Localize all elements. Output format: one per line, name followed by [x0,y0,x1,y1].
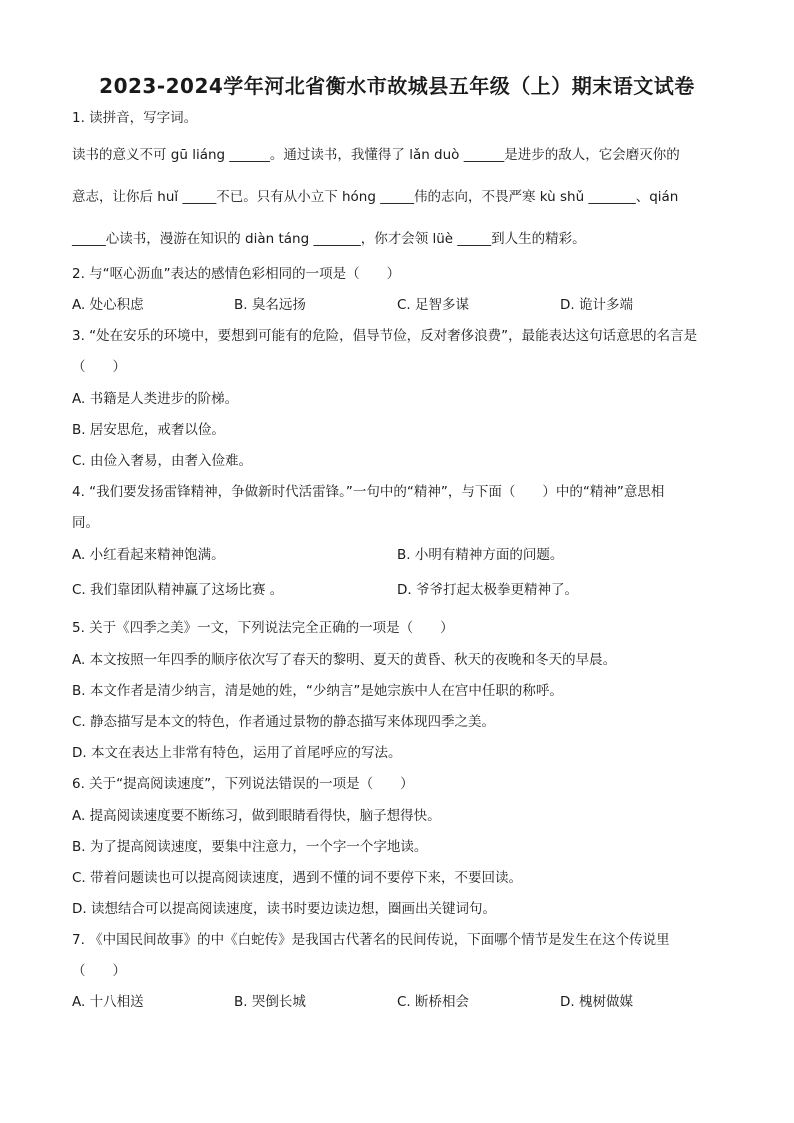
question-3-option-c: C. 由俭入奢易，由奢入俭难。 [72,453,253,469]
question-1-line-1: 读书的意义不可 gū liáng ______。通过读书，我懂得了 lǎn duò ______是进步的敌人，它会磨灭你的 [72,147,680,163]
question-2-stem: 2. 与“呕心沥血”表达的感情色彩相同的一项是（ ） [72,266,401,282]
exam-title: 2023-2024学年河北省衡水市故城县五年级（上）期末语文试卷 [99,74,695,98]
question-4-option-b: B. 小明有精神方面的问题。 [397,547,564,563]
question-4-stem: 4. “我们要发扬雷锋精神，争做新时代活雷锋。”一句中的“精神”，与下面（ ）中的“精神”意思相 [72,484,665,500]
question-3-option-a: A. 书籍是人类进步的阶梯。 [72,391,239,407]
question-2-option-c: C. 足智多谋 [397,297,470,313]
question-1-line-2: 意志，让你后 huǐ _____不已。只有从小立下 hóng _____伟的志向，不畏严寒 kù shǔ _______、qián [72,189,679,205]
question-4-option-a: A. 小红看起来精神饱满。 [72,547,225,563]
question-5-option-b: B. 本文作者是清少纳言，清是她的姓，“少纳言”是她宗族中人在宫中任职的称呼。 [72,683,563,699]
question-1-stem: 1. 读拼音，写字词。 [72,110,198,126]
question-2-option-d: D. 诡计多端 [560,297,633,313]
question-5-option-a: A. 本文按照一年四季的顺序依次写了春天的黎明、夏天的黄昏、秋天的夜晚和冬天的早晨。 [72,652,617,668]
question-7-stem-cont: （ ） [72,963,126,979]
question-7-option-a: A. 十八相送 [72,994,144,1010]
question-6-option-c: C. 带着问题读也可以提高阅读速度，遇到不懂的词不要停下来，不要回读。 [72,870,523,886]
question-7-stem: 7. 《中国民间故事》的中《白蛇传》是我国古代著名的民间传说，下面哪个情节是发生在这个传说里 [72,932,670,948]
question-3-stem-cont: （ ） [72,359,126,375]
question-4-option-d: D. 爷爷打起太极拳更精神了。 [397,582,578,598]
question-6-option-a: A. 提高阅读速度要不断练习，做到眼睛看得快，脑子想得快。 [72,808,441,824]
question-7-option-b: B. 哭倒长城 [234,994,306,1010]
question-5-option-c: C. 静态描写是本文的特色，作者通过景物的静态描写来体现四季之美。 [72,714,496,730]
question-3-stem: 3. “处在安乐的环境中，要想到可能有的危险，倡导节俭，反对奢侈浪费”，最能表达这句话意思的名言是 [72,328,698,344]
question-5-option-d: D. 本文在表达上非常有特色，运用了首尾呼应的写法。 [72,745,402,761]
question-2-option-b: B. 臭名远扬 [234,297,306,313]
question-7-option-c: C. 断桥相会 [397,994,470,1010]
question-3-option-b: B. 居安思危，戒奢以俭。 [72,422,225,438]
question-7-option-d: D. 槐树做媒 [560,994,633,1010]
question-5-stem: 5. 关于《四季之美》一文，下列说法完全正确的一项是（ ） [72,620,454,636]
question-6-option-b: B. 为了提高阅读速度，要集中注意力，一个字一个字地读。 [72,839,428,855]
question-2-option-a: A. 处心积虑 [72,297,144,313]
question-6-stem: 6. 关于“提高阅读速度”，下列说法错误的一项是（ ） [72,776,414,792]
question-6-option-d: D. 读想结合可以提高阅读速度，读书时要边读边想，圈画出关键词句。 [72,901,496,917]
question-4-option-c: C. 我们靠团队精神赢了这场比赛 。 [72,582,284,598]
question-4-stem-cont: 同。 [72,515,99,531]
question-1-line-3: _____心读书，漫游在知识的 diàn táng _______，你才会领 lüè _____到人生的精彩。 [72,231,586,247]
